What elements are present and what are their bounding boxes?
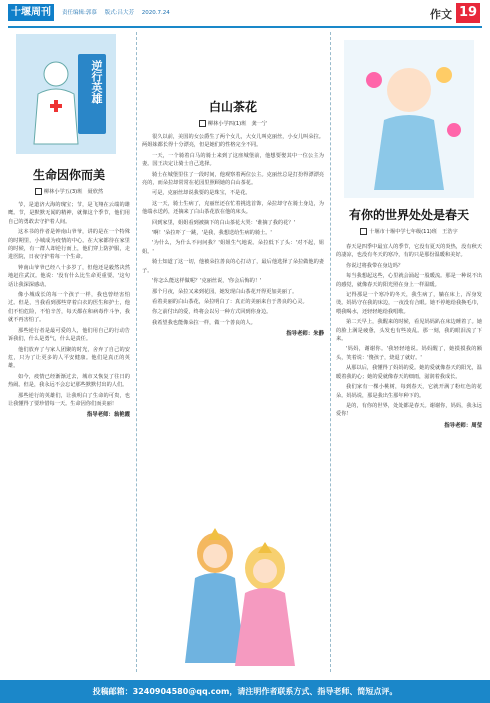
teacher-credit: 指导老师：翁艳霞 xyxy=(86,412,130,419)
article-byline: 十堰市十堰中学七年级(11)班 王浩宇 xyxy=(336,228,482,235)
paragraph: 如今，疫情已经渐渐过去，城市又恢复了往日的热闹。但是，我永远不会忘记那些默默付出的人们。 xyxy=(8,373,130,389)
paragraph: 钟南山爷爷已经八十多岁了，但他还是毅然决然地赶往武汉。他说：'没有什么比生命更重要。'这句话让我深深感动。 xyxy=(8,264,130,288)
newspaper-logo: 十堰周刊 xyxy=(8,4,54,21)
header-rule xyxy=(8,26,482,28)
princess-figures-icon xyxy=(160,518,310,668)
flower-figure-icon xyxy=(344,40,474,198)
princess-illustration xyxy=(160,518,310,668)
paragraph: 骑士在城堡里住了一段时间，他观察着两位公主。克丽丝总是打扮得漂漂亮亮的，而朵拉却常常在花园里照顾她的白山茶花。 xyxy=(142,171,324,187)
article-body xyxy=(336,243,482,419)
article-body xyxy=(8,201,130,408)
paragraph: 是的，有你的世界，处处都是春天。谢谢你，妈妈，我永远爱你！ xyxy=(336,402,482,418)
submission-footer: 投稿邮箱：3240904580@qq.com，请注明作者联系方式、指导老师、简短点评。 xyxy=(0,680,490,703)
paragraph: 每当我想起这些，心里就会涌起一股暖流。那是一种说不出的感觉，就像春天的阳光照在身上一样温暖。 xyxy=(336,273,482,288)
paragraph: 你说过将我带在身边吗？ xyxy=(346,262,404,269)
paragraph: 你之前付出的爱，终将会以另一种方式回到你身边。 xyxy=(152,309,272,316)
paragraph: 那个月夜，朵拉又来到花园，她发现白山茶花开得更加美丽了。 xyxy=(152,288,298,295)
page-number: 19 xyxy=(456,3,480,23)
left-article xyxy=(8,34,130,418)
paragraph: 春天是四季中最宜人的季节，它没有夏天的炎热，没有秋天的凄凉，也没有冬天的寒冷，有的只是那份温暖和美好。 xyxy=(336,244,482,259)
section-name: 作文 xyxy=(430,8,452,21)
paragraph: 那些逆行者是最可爱的人，他们用自己的行动告诉我们，什么是勇气，什么是责任。 xyxy=(8,327,130,343)
paragraph: 那些逆行的英雄们，让我明白了生命的可贵，也让我懂得了要珍惜每一天。生命因你们而美丽！ xyxy=(8,392,130,407)
paragraph: 这本书的作者是钟南山爷爷，讲的是在一个特殊的时期里，小城成为疫情的中心。在大家都待在家里的时候，有一群人却逆行而上，他们穿上防护服，走进医院，日夜守护着每一个生命。 xyxy=(8,229,130,261)
paragraph: 我们家有一棵小桃树，每到春天，它就开满了粉红色的花朵。妈妈说，那是我出生那年种下的。 xyxy=(336,384,482,399)
paragraph: 从那以后，我懂得了妈妈的爱。她的爱就像春天的阳光，温暖着我的心；她的爱就像春天的细雨，滋润着我成长。 xyxy=(336,365,482,380)
article-title: 生命因你而美 xyxy=(32,168,105,182)
issue-date: 2020.7.24 xyxy=(141,10,170,16)
right-article xyxy=(336,206,482,429)
byline-box-icon xyxy=(199,120,206,127)
article-byline: 柳林小学五(3)班 聂欣然 xyxy=(8,188,130,195)
paragraph: '妈妈，谢谢你。'我轻轻地说。妈妈醒了，她摸摸我的额头，笑着说：'傻孩子，烧退了就好。' xyxy=(336,346,482,361)
column-divider xyxy=(330,32,331,672)
article-title: 有你的世界处处是春天 xyxy=(348,208,469,222)
paragraph: 很久以前，美国的女公爵生了两个女儿，大女儿叫克丽丝，小女儿叫朵拉。两姐妹都长得十分漂亮，但是她们的性格完全不同。 xyxy=(142,134,324,149)
illustration-caption: 逆行英雄 xyxy=(90,60,103,104)
paragraph: 看着美丽的白山茶花，朵拉明白了：真正的美丽来自于善良的心灵。 xyxy=(152,298,308,305)
paragraph: 第二天早上，我醒来的时候，看见妈妈趴在床边睡着了。她的脸上满是疲惫，头发也有些凌乱。那一刻，我的眼泪流了下来。 xyxy=(336,319,482,343)
editor-credit: 责任编辑:郭慕 xyxy=(62,10,97,16)
teacher-credit: 指导老师：周莹 xyxy=(444,422,482,429)
paragraph: 回到家里，姐姐看到被摘下的白山茶花大哭：'谁摘了我的花？' xyxy=(152,219,295,226)
right-illustration xyxy=(344,40,474,198)
byline-box-icon xyxy=(35,188,42,195)
paragraph: 记得那是一个寒冷的冬天，我生病了，躺在床上，浑身发烫。妈妈守在我的床边，一夜没有合眼。她不停地给我换毛巾，喂我喝水，还轻轻地给我唱歌。 xyxy=(336,292,482,315)
paragraph: 骑士知道了这一切，他被朵拉善良的心打动了，最后他选择了朵拉做他的妻子。 xyxy=(142,259,324,274)
paragraph: 一天，一个骑着白马的骑士来到了这座城堡前，他想要娶其中一位公主为妻。国王决定让骑士自己选择。 xyxy=(142,152,324,168)
paragraph: 我希望我也能像朵拉一样，做一个善良的人。 xyxy=(152,319,256,326)
middle-article xyxy=(142,98,324,337)
paragraph: 可是，克丽丝却说我要的是珠宝，不是花。 xyxy=(152,190,251,197)
paragraph: 他们放弃了与家人团聚的时光，舍弃了自己的安危，只为了让更多的人平安健康。他们是真正的英雄。 xyxy=(8,346,130,370)
header-meta xyxy=(62,8,176,16)
paragraph: 这一天，骑士生病了，克丽丝还在忙着挑选首饰，朵拉却守在骑士身边，为他端水送药，还摘来了白山茶花放在他的床头。 xyxy=(142,200,324,216)
paragraph: '为什么，为什么不问问我？'姐姐生气地说。朵拉低下了头：'对不起，姐姐。' xyxy=(142,240,324,255)
teacher-credit: 指导老师：朱静 xyxy=(286,331,324,338)
layout-credit: 版式:吕大芳 xyxy=(104,10,134,16)
paragraph: '啊！'朵拉吓了一跳，'是我，我想送给生病的骑士。' xyxy=(152,230,272,237)
article-title: 白山茶花 xyxy=(208,100,257,114)
paragraph: '你怎么能这样做呢？'克丽丝说，'你会后悔的！' xyxy=(152,278,262,285)
byline-box-icon xyxy=(360,228,367,235)
article-byline: 柳林小学四(1)班 龚一宁 xyxy=(142,120,324,127)
article-body xyxy=(142,133,324,327)
page-header xyxy=(0,0,490,26)
hero-illustration xyxy=(16,34,116,154)
column-divider xyxy=(136,32,137,672)
paragraph: 像小城成长的每一个孩子一样，我也曾经害怕过。但是，当我看到那些穿着白衣的医生和护士，他们不怕危险，不怕辛苦，每天都在和病毒作斗争，我就不再害怕了。 xyxy=(8,292,130,324)
paragraph: 节，是道济大海的瑰宝；节，是飞翔在云端的雄鹰。节，是默默无闻的精神，就像这个季节，他们用自己的勇敢去守护着人间。 xyxy=(8,202,130,225)
